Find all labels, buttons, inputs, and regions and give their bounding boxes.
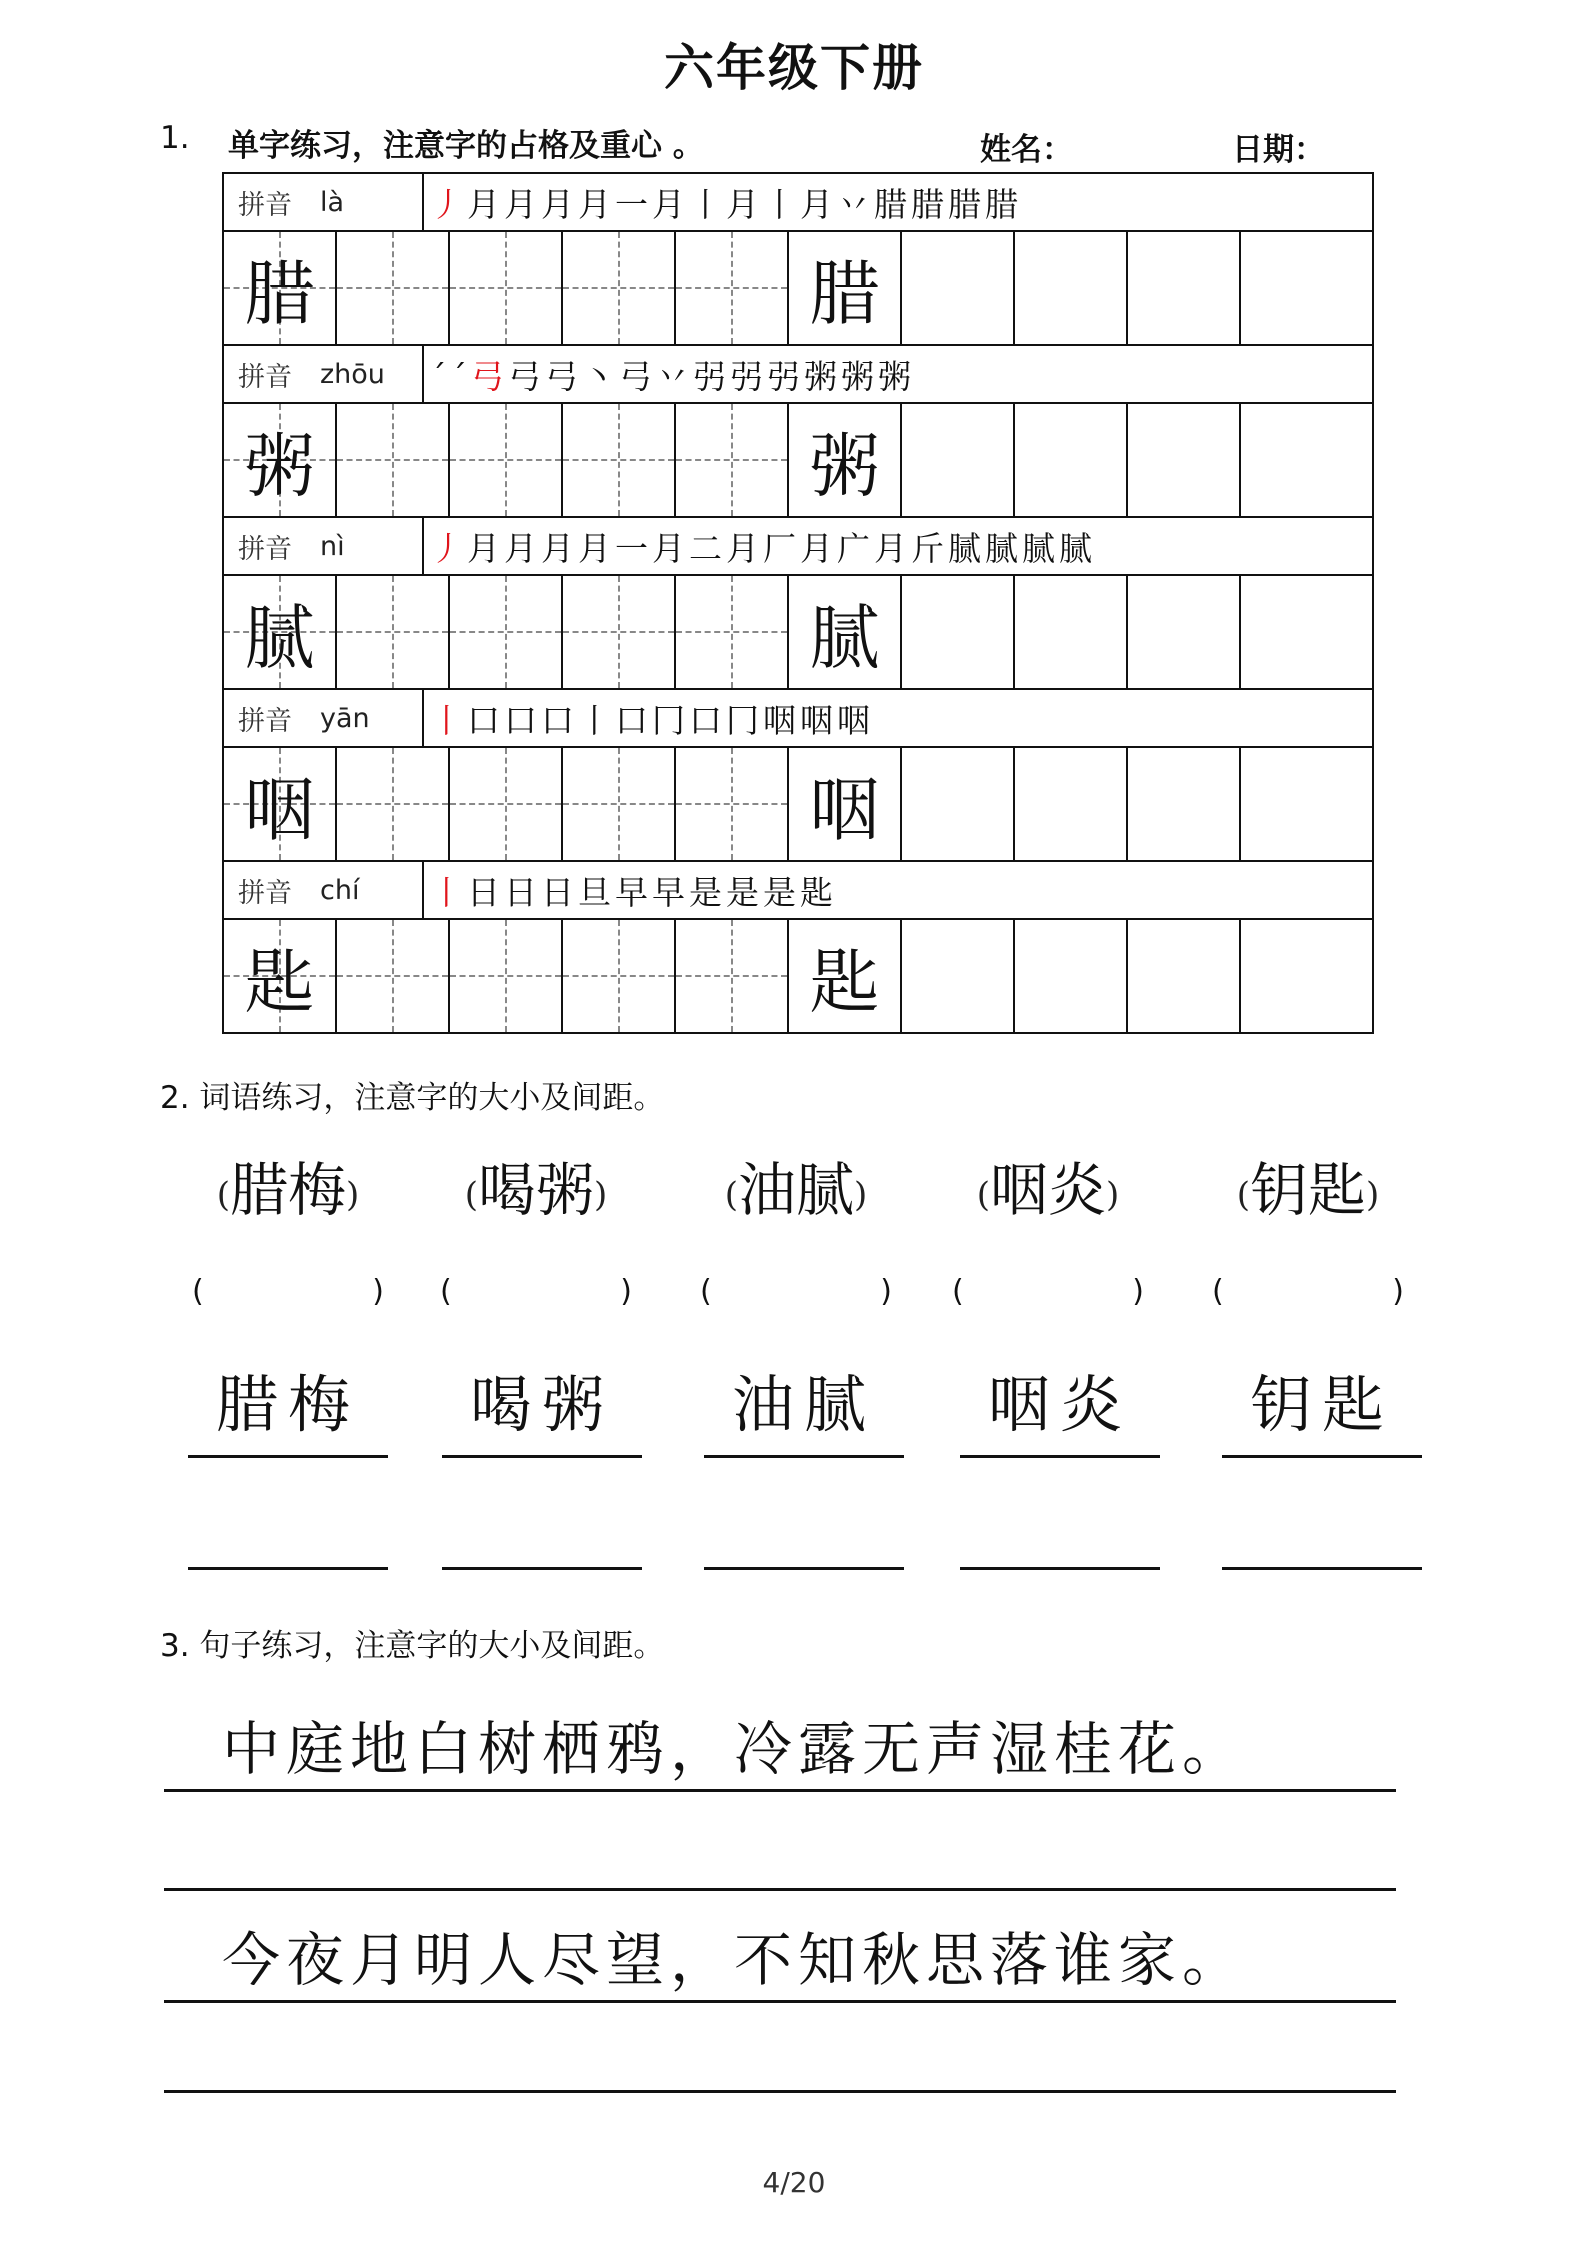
page-title: 六年级下册 [664,39,924,97]
guide-line [731,576,733,688]
practice-cell[interactable] [1241,404,1353,516]
stroke-step: 口 [467,700,504,740]
practice-cell[interactable] [563,920,676,1032]
practice-cell[interactable] [676,404,789,516]
guide-line [731,232,733,344]
practice-cell[interactable] [337,748,450,860]
stroke-step: 月 [504,528,541,568]
guide-line [392,232,394,344]
guide-line [618,232,620,344]
word-copy: 咽炎 [960,1355,1160,1458]
guide-line [505,576,507,688]
practice-cell[interactable] [902,748,1015,860]
practice-cell[interactable] [1015,404,1128,516]
stroke-step: 腊 [874,184,911,224]
paren-close: ) [880,1274,892,1309]
stroke-step: 弓 [471,356,508,396]
word-copy: 钥匙 [1222,1355,1422,1458]
stroke-step: 月一 [578,528,652,568]
practice-cell[interactable] [450,576,563,688]
practice-cell[interactable] [563,748,676,860]
stroke-step: 月二 [652,528,726,568]
guide-line [392,920,394,1032]
pinyin-row [224,174,1372,232]
paren-open: ( [464,1174,478,1215]
model-character: 腊 [244,252,315,335]
sentence-1: 中庭地白树栖鸦，冷露无声湿桂花。 [164,1706,1396,1792]
stroke-step: 粥 [878,356,915,396]
stroke-step: 腊 [911,184,948,224]
word-copy: 腊梅 [188,1355,388,1458]
model-character-cell [224,576,337,688]
paren-open: ( [216,1174,230,1215]
pinyin-word: 拼音 [238,361,292,393]
guide-line [731,920,733,1032]
guide-line [505,404,507,516]
stroke-step: 咽 [763,700,800,740]
word-text: 喝粥 [477,1156,594,1224]
model-character: 咽 [809,768,880,851]
character-practice-grid [222,172,1374,1034]
stroke-step: 早 [615,872,652,912]
model-character-cell [789,404,902,516]
model-character-cell [789,748,902,860]
stroke-step: 月斤 [874,528,948,568]
word-copy-row [188,1355,1428,1455]
paren-close: ) [372,1274,384,1309]
character-row [224,404,1372,518]
stroke-step: 日 [541,872,578,912]
stroke-step: 是 [689,872,726,912]
guide-line [392,576,394,688]
practice-cell[interactable] [1128,232,1241,344]
practice-cell[interactable] [902,232,1015,344]
model-character-cell [224,748,337,860]
pinyin-blank[interactable] [1208,1262,1408,1322]
stroke-step: 口 [504,700,541,740]
practice-cell[interactable] [450,404,563,516]
section-1-number: 1. [160,120,190,156]
stroke-step: 弓丷 [619,356,693,396]
section-1-header [160,118,1400,168]
practice-cell[interactable] [1128,404,1241,516]
sentence-2: 今夜月明人尽望，不知秋思落谁家。 [164,1917,1396,2003]
stroke-step: 咽 [800,700,837,740]
paren-close: ) [594,1174,608,1215]
paren-close: ) [620,1274,632,1309]
pinyin-blank[interactable] [948,1262,1148,1322]
pinyin-value: yān [320,702,370,734]
stroke-step: 腻 [948,528,985,568]
word-text: 油腻 [737,1156,854,1224]
stroke-step: 丨 [430,700,467,740]
word-example [436,1140,636,1240]
practice-cell[interactable] [563,576,676,688]
pinyin-value: zhōu [320,358,385,390]
pinyin-label [224,690,424,746]
section-3-title: 3. 句子练习，注意字的大小及间距。 [160,1628,665,1664]
model-character: 粥 [809,424,880,507]
word-text: 腊梅 [229,1156,346,1224]
word-examples-row [188,1140,1428,1240]
stroke-step: 月丨 [726,184,800,224]
stroke-order [424,695,874,742]
practice-cell[interactable] [1128,576,1241,688]
stroke-step: 弓丶 [545,356,619,396]
stroke-step: 丿 [430,184,467,224]
stroke-step: 腻 [1059,528,1096,568]
stroke-step: 月 [504,184,541,224]
pinyin-label [224,174,424,230]
practice-cell[interactable] [676,232,789,344]
stroke-step: 口冂 [615,700,689,740]
practice-cell[interactable] [1128,748,1241,860]
pinyin-row [224,518,1372,576]
paren-close: ) [854,1174,868,1215]
stroke-step: 粥 [804,356,841,396]
practice-cell[interactable] [337,232,450,344]
pinyin-blank-row [188,1262,1428,1322]
model-character: 腻 [244,596,315,679]
stroke-step: 日 [504,872,541,912]
guide-line [618,748,620,860]
stroke-step: 日 [467,872,504,912]
guide-line [618,576,620,688]
word-example [188,1140,388,1240]
word-blank-line[interactable] [960,1567,1160,1570]
practice-cell[interactable] [1241,576,1353,688]
practice-cell[interactable] [1241,232,1353,344]
pinyin-row [224,690,1372,748]
stroke-step: 匙 [800,872,837,912]
name-label: 姓名： [980,132,1073,168]
stroke-step: 早 [652,872,689,912]
stroke-order [424,179,1022,226]
stroke-step: 月丷 [800,184,874,224]
word-example [1208,1140,1408,1240]
stroke-step: 月 [467,528,504,568]
stroke-step: 月广 [800,528,874,568]
paren-open: ( [1212,1274,1224,1309]
stroke-order [424,867,837,914]
paren-close: ) [1106,1174,1120,1215]
practice-cell[interactable] [1015,748,1128,860]
stroke-step: 口冂 [689,700,763,740]
stroke-order [424,523,1096,570]
practice-cell[interactable] [1015,920,1128,1032]
pinyin-word: 拼音 [238,189,292,221]
model-character: 粥 [244,424,315,507]
guide-line [505,232,507,344]
stroke-step: 月 [467,184,504,224]
practice-cell[interactable] [676,920,789,1032]
character-row [224,232,1372,346]
word-copy: 油腻 [704,1355,904,1458]
stroke-step: 丨 [430,872,467,912]
practice-cell[interactable] [902,404,1015,516]
stroke-step: ˊ [430,356,451,396]
section-1-instruction: 单字练习，注意字的占格及重心 。 [228,128,704,164]
model-character: 匙 [244,940,315,1023]
practice-cell[interactable] [676,748,789,860]
pinyin-label [224,862,424,918]
model-character-cell [224,232,337,344]
paren-open: ( [440,1274,452,1309]
model-character-cell [789,576,902,688]
pinyin-label [224,518,424,574]
pinyin-row [224,346,1372,404]
stroke-step: 月丨 [652,184,726,224]
model-character: 腊 [809,252,880,335]
page-number: 4/20 [762,2166,826,2199]
practice-cell[interactable] [902,920,1015,1032]
stroke-step: 是 [763,872,800,912]
pinyin-value: nì [320,530,345,562]
stroke-step: 月一 [578,184,652,224]
guide-line [392,404,394,516]
stroke-step: 咽 [837,700,874,740]
word-text: 咽炎 [989,1156,1106,1224]
word-blank-line[interactable] [442,1567,642,1570]
word-blank-line[interactable] [188,1567,388,1570]
pinyin-word: 拼音 [238,877,292,909]
paren-open: ( [952,1274,964,1309]
stroke-step: 月 [541,184,578,224]
practice-cell[interactable] [1015,232,1128,344]
stroke-step: 腻 [1022,528,1059,568]
stroke-step: 弜 [693,356,730,396]
paren-open: ( [192,1274,204,1309]
model-character-cell [789,920,902,1032]
pinyin-blank[interactable] [436,1262,636,1322]
stroke-step: 丿 [430,528,467,568]
stroke-step: 弜 [767,356,804,396]
pinyin-label [224,346,424,402]
stroke-step: 弓 [508,356,545,396]
pinyin-word: 拼音 [238,533,292,565]
practice-cell[interactable] [1015,576,1128,688]
practice-cell[interactable] [1241,748,1353,860]
practice-cell[interactable] [337,576,450,688]
sentence-2-blank-line[interactable] [164,2090,1396,2093]
paren-open: ( [700,1274,712,1309]
character-row [224,576,1372,690]
practice-cell[interactable] [902,576,1015,688]
stroke-step: 弜 [730,356,767,396]
guide-line [505,920,507,1032]
paren-close: ) [346,1174,360,1215]
practice-cell[interactable] [676,576,789,688]
word-text: 钥匙 [1249,1156,1366,1224]
stroke-step: 腊 [948,184,985,224]
paren-close: ) [1392,1274,1404,1309]
practice-cell[interactable] [563,232,676,344]
word-blank-row [188,1470,1428,1570]
guide-line [618,920,620,1032]
model-character: 匙 [809,940,880,1023]
practice-cell[interactable] [563,404,676,516]
pinyin-blank[interactable] [188,1262,388,1322]
date-label: 日期： [1232,132,1325,168]
guide-line [618,404,620,516]
word-blank-line[interactable] [704,1567,904,1570]
pinyin-value: chí [320,874,360,906]
stroke-step: 月厂 [726,528,800,568]
pinyin-row [224,862,1372,920]
paren-open: ( [724,1174,738,1215]
stroke-step: 腊 [985,184,1022,224]
stroke-step: 腻 [985,528,1022,568]
paren-close: ) [1366,1174,1380,1215]
word-example [696,1140,896,1240]
model-character: 咽 [244,768,315,851]
stroke-step: 旦 [578,872,615,912]
paren-close: ) [1132,1274,1144,1309]
stroke-step: 是 [726,872,763,912]
stroke-step: 月 [541,528,578,568]
word-copy: 喝粥 [442,1355,642,1458]
practice-cell[interactable] [337,920,450,1032]
stroke-step: ˊ [450,356,471,396]
practice-cell[interactable] [450,232,563,344]
character-row [224,748,1372,862]
model-character-cell [224,404,337,516]
guide-line [731,404,733,516]
stroke-step: 粥 [841,356,878,396]
pinyin-word: 拼音 [238,705,292,737]
sentence-1-blank-line[interactable] [164,1888,1396,1891]
model-character-cell [789,232,902,344]
practice-cell[interactable] [1128,920,1241,1032]
model-character-cell [224,920,337,1032]
pinyin-value: là [320,186,345,218]
section-2-title: 2. 词语练习，注意字的大小及间距。 [160,1080,665,1116]
model-character: 腻 [809,596,880,679]
guide-line [731,748,733,860]
practice-cell[interactable] [450,920,563,1032]
stroke-order [424,351,915,398]
practice-cell[interactable] [450,748,563,860]
pinyin-blank[interactable] [696,1262,896,1322]
word-example [948,1140,1148,1240]
paren-open: ( [1236,1174,1250,1215]
paren-open: ( [976,1174,990,1215]
practice-cell[interactable] [337,404,450,516]
guide-line [505,748,507,860]
stroke-step: 口丨 [541,700,615,740]
character-row [224,920,1372,1032]
word-blank-line[interactable] [1222,1567,1422,1570]
guide-line [392,748,394,860]
practice-cell[interactable] [1241,920,1353,1032]
